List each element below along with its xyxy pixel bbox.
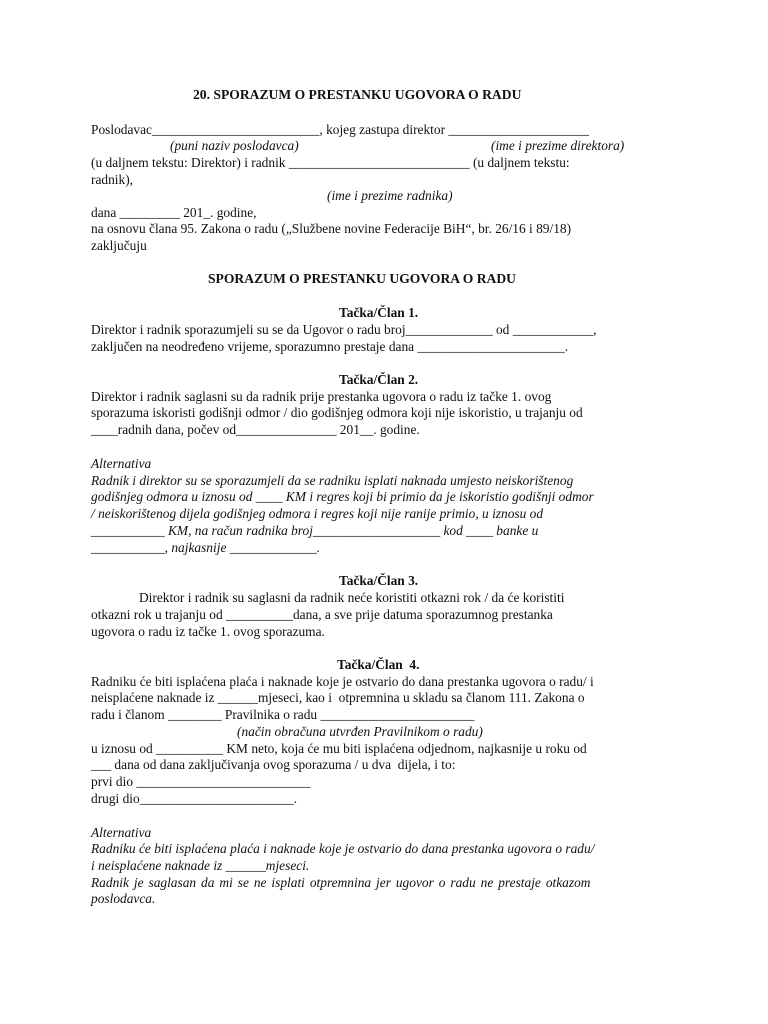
employer-name-hint: (puni naziv poslodavca) <box>170 138 299 153</box>
intro-line-1: Poslodavac_________________________, kojeg zastupa direktor _____________________ <box>91 122 590 137</box>
intro-line-4: dana _________ 201_. godine, <box>91 205 257 220</box>
clan-3-line-2: otkazni rok u trajanju od __________dana, a sve prije datuma sporazumnog prestanka <box>91 607 553 622</box>
clan-3-heading: Tačka/Član 3. <box>339 573 419 588</box>
clan-2-line-1: Direktor i radnik saglasni su da radnik prije prestanka ugovora o radu iz tačke 1. ovog <box>91 389 552 404</box>
clan-4-line-1: Radniku će biti isplaćena plaća i naknade koje je ostvario do dana prestanka ugovora o radu/ i <box>91 674 594 689</box>
clan-2-line-2: sporazuma iskoristi godišnji odmor / dio godišnjeg odmora koji nije iskoristio, u trajanju od <box>91 405 583 420</box>
clan-2-line-3: ____radnih dana, počev od_______________ 201__. godine. <box>91 422 420 437</box>
clan-4-line-3: radu i članom ________ Pravilnika o radu _______________________ <box>91 707 475 722</box>
alternative-2-line-3: Radnik je saglasan da mi se ne isplati otpremnina jer ugovor o radu ne prestaje otkazom <box>91 875 591 890</box>
alternative-1-line-2: godišnjeg odmora u iznosu od ____ KM i regres koji bi primio da je iskoristio godišnji odmor <box>91 489 594 504</box>
clan-4-line-5: ___ dana od dana zaključivanja ovog sporazuma / u dva dijela, i to: <box>91 757 456 772</box>
alternative-1-line-5: ___________, najkasnije _____________. <box>91 540 321 555</box>
clan-4-line-6: prvi dio __________________________ <box>91 774 311 789</box>
intro-line-2: (u daljnem tekstu: Direktor) i radnik ___________________________ (u daljnem tekstu: <box>91 155 570 170</box>
alternative-1-label: Alternativa <box>91 456 152 471</box>
alternative-2-label: Alternativa <box>91 825 152 840</box>
clan-1-heading: Tačka/Član 1. <box>339 305 419 320</box>
clan-4-line-7: drugi dio_______________________. <box>91 791 298 806</box>
clan-2-heading: Tačka/Član 2. <box>339 372 419 387</box>
clan-3-line-3: ugovora o radu iz tačke 1. ovog sporazuma. <box>91 624 325 639</box>
intro-line-3: radnik), <box>91 172 134 187</box>
clan-4-line-2: neisplaćene naknade iz ______mjeseci, kao i otpremnina u skladu sa članom 111. Zakona o <box>91 690 585 705</box>
agreement-subtitle: SPORAZUM O PRESTANKU UGOVORA O RADU <box>208 271 516 286</box>
alternative-1-line-3: / neiskorištenog dijela godišnjeg odmora i regres koji nije ranije primio, u iznosu od <box>91 506 544 521</box>
alternative-2-line-1: Radniku će biti isplaćena plaća i naknade koje je ostvario do dana prestanka ugovora o radu/ <box>91 841 595 856</box>
calculation-method-hint: (način obračuna utvrđen Pravilnikom o radu) <box>237 724 483 739</box>
clan-1-line-1: Direktor i radnik sporazumjeli su se da Ugovor o radu broj_____________ od ____________, <box>91 322 597 337</box>
intro-line-5: na osnovu člana 95. Zakona o radu („Službene novine Federacije BiH“, br. 26/16 i 89/18) <box>91 221 572 236</box>
clan-3-line-1: Direktor i radnik su saglasni da radnik neće koristiti otkazni rok / da će koristiti <box>139 590 565 605</box>
alternative-2-line-4: poslodavca. <box>91 891 156 906</box>
alternative-1-line-1: Radnik i direktor su se sporazumjeli da se radniku isplati naknada umjesto neiskorištenog <box>91 473 574 488</box>
intro-line-6: zaključuju <box>91 238 147 253</box>
director-name-hint: (ime i prezime direktora) <box>491 138 625 153</box>
clan-4-line-4: u iznosu od __________ KM neto, koja će mu biti isplaćena odjednom, najkasnije u roku od <box>91 741 587 756</box>
alternative-2-line-2: i neisplaćene naknade iz ______mjeseci. <box>91 858 310 873</box>
document-title: 20. SPORAZUM O PRESTANKU UGOVORA O RADU <box>193 87 522 102</box>
clan-4-heading: Tačka/Član 4. <box>337 657 420 672</box>
alternative-1-line-4: ___________ KM, na račun radnika broj___________________ kod ____ banke u <box>91 523 539 538</box>
clan-1-line-2: zaključen na neodređeno vrijeme, sporazumno prestaje dana ______________________. <box>91 339 569 354</box>
employee-name-hint: (ime i prezime radnika) <box>327 188 453 203</box>
